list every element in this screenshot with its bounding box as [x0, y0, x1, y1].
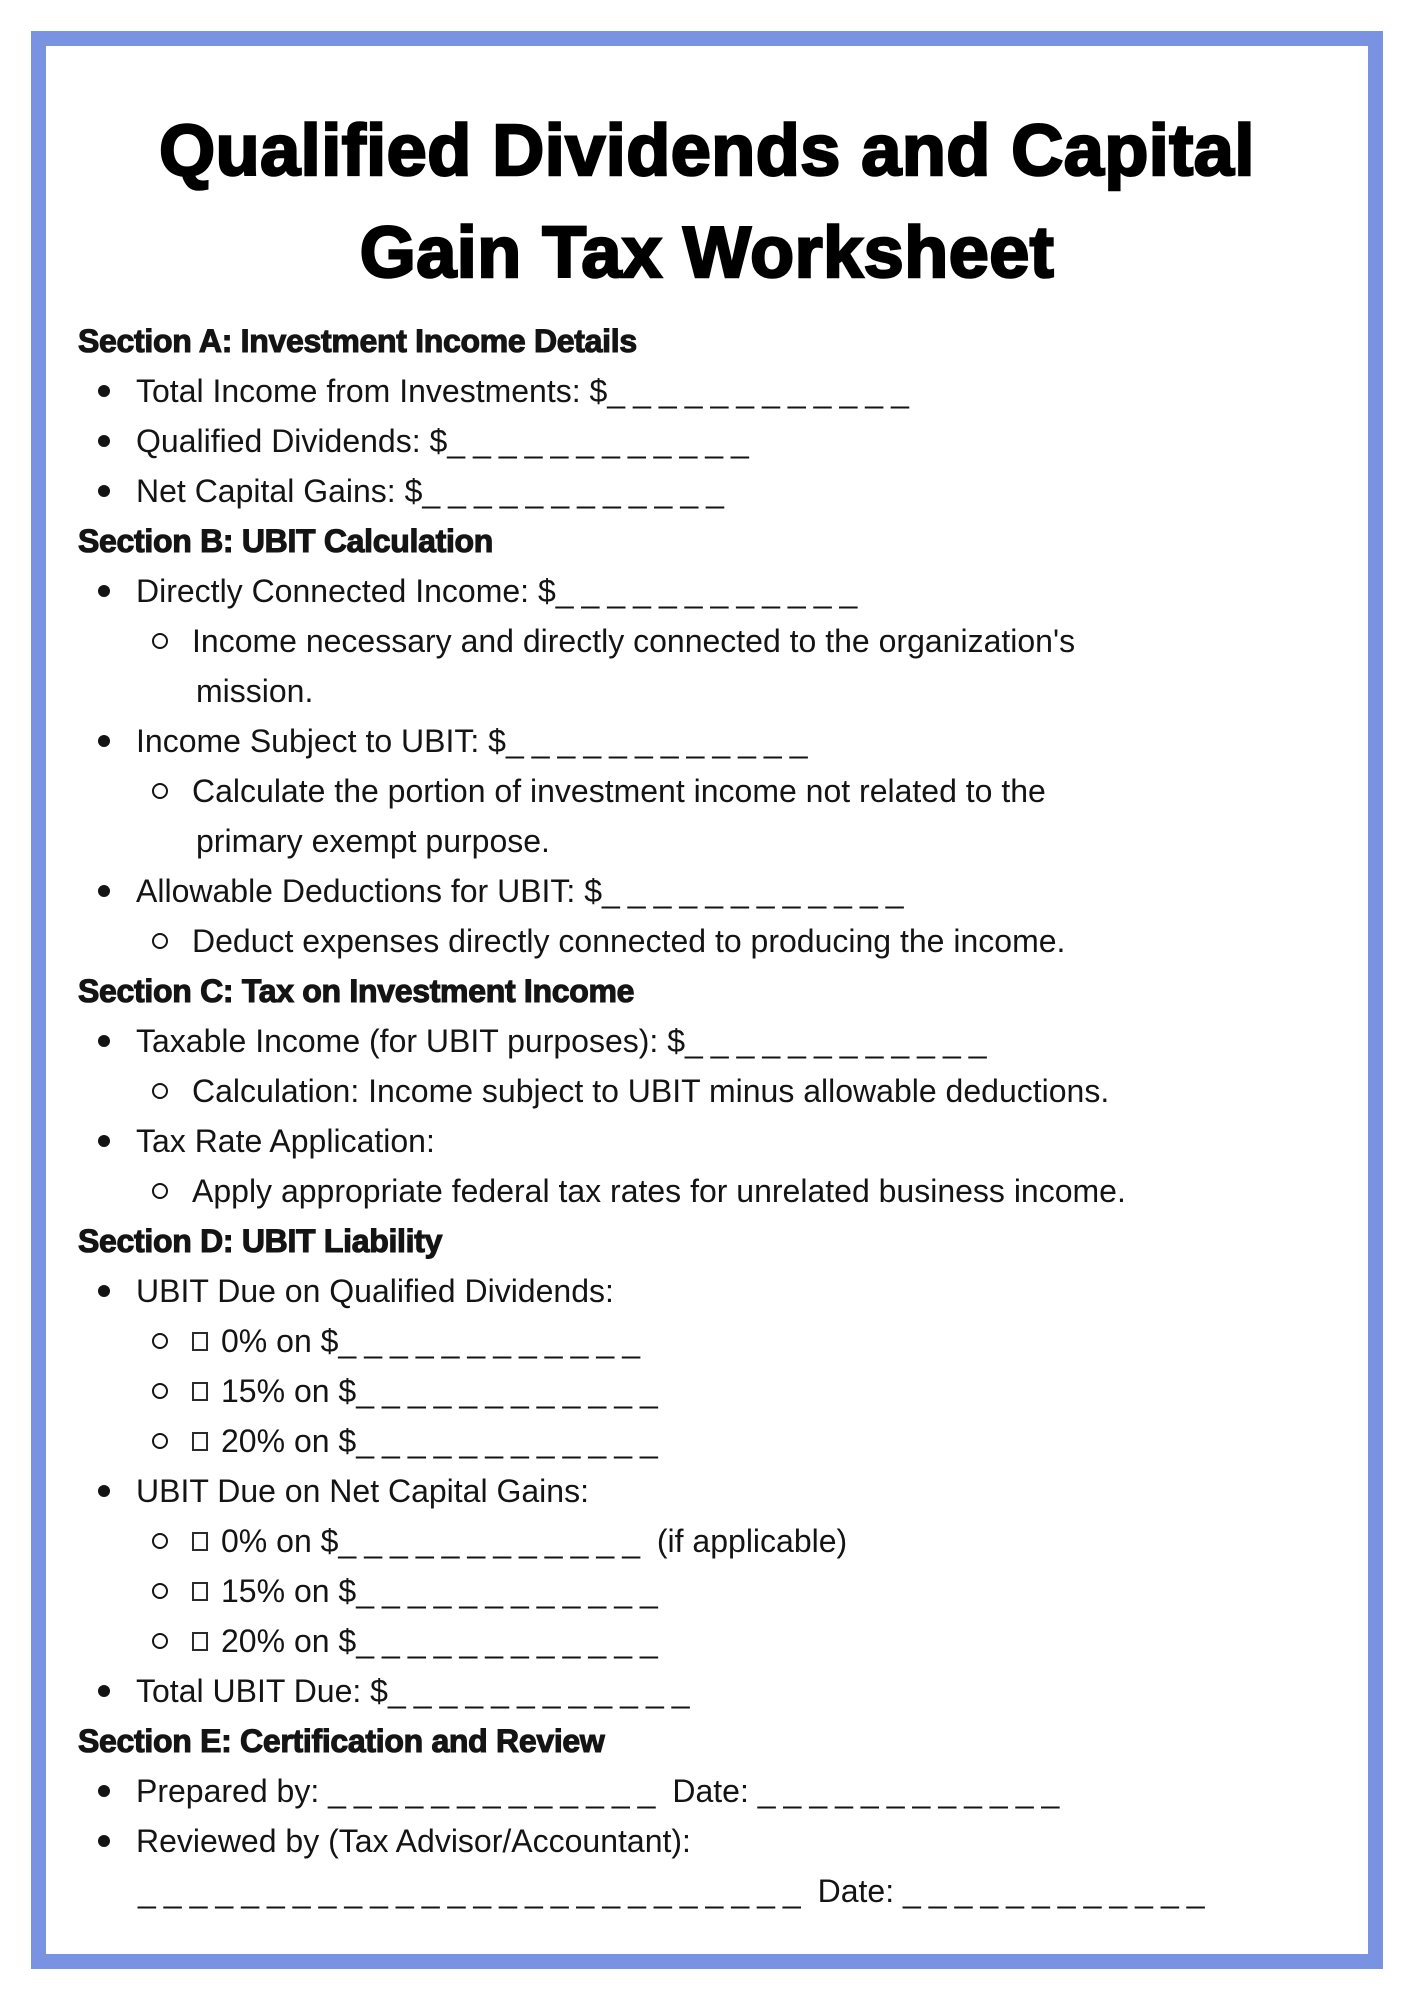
text-segment: Apply appropriate federal tax rates for unrelated business income.: [192, 1172, 1126, 1209]
sub-bullet-icon: [152, 783, 168, 799]
line-text: [192, 773, 1046, 810]
worksheet-page: [46, 46, 1368, 1950]
line-text: [192, 623, 1075, 660]
blank-field: ____________: [447, 422, 757, 459]
line-text: [136, 1023, 995, 1060]
bullet-icon: [98, 885, 110, 897]
text-segment: Calculation: Income subject to UBIT minus allowable deductions.: [192, 1072, 1110, 1109]
worksheet-line: [46, 1166, 1368, 1216]
worksheet-line: [46, 1216, 1368, 1266]
bullet-icon: [98, 1135, 110, 1147]
blank-field: ____________: [422, 472, 732, 509]
line-text: [136, 723, 816, 760]
bullet-icon: [98, 1485, 110, 1497]
worksheet-line: [46, 316, 1368, 366]
text-segment: mission.: [196, 672, 314, 709]
line-text: [192, 1173, 1126, 1210]
worksheet-line: [46, 1566, 1368, 1616]
line-text: [138, 1873, 1213, 1910]
worksheet-line: [46, 1266, 1368, 1316]
line-text: [78, 523, 493, 560]
text-segment: 0% on $: [221, 1522, 339, 1559]
bullet-icon: [98, 1035, 110, 1047]
blank-field: ____________: [387, 1672, 698, 1709]
checkbox-icon: [192, 1632, 208, 1651]
text-segment: Section C: Tax on Investment Income: [78, 972, 635, 1009]
text-segment: Total Income from Investments: $: [136, 372, 608, 409]
text-segment: Date:: [663, 1772, 758, 1809]
bullet-icon: [98, 735, 110, 747]
worksheet-line: [46, 766, 1368, 816]
line-text: [192, 1323, 648, 1360]
text-segment: Prepared by:: [136, 1772, 329, 1809]
worksheet-line: [46, 1066, 1368, 1116]
line-text: [192, 923, 1065, 960]
worksheet-line: [46, 716, 1368, 766]
worksheet-line: [46, 516, 1368, 566]
line-text: [192, 1073, 1109, 1110]
sub-bullet-icon: [152, 633, 168, 649]
line-text: [192, 1623, 666, 1660]
worksheet-title: [46, 100, 1368, 304]
text-segment: (if applicable): [647, 1522, 848, 1559]
text-segment: Net Capital Gains: $: [136, 472, 423, 509]
worksheet-line: [46, 1766, 1368, 1816]
line-text: [136, 1473, 589, 1510]
sub-bullet-icon: [152, 1433, 168, 1449]
blank-field: ____________: [684, 1022, 995, 1059]
worksheet-line: [46, 816, 1368, 866]
worksheet-line: [46, 666, 1368, 716]
worksheet-line: [46, 566, 1368, 616]
blank-field: ____________: [902, 1872, 1213, 1909]
checkbox-icon: [192, 1332, 208, 1351]
sub-bullet-icon: [152, 1633, 168, 1649]
text-segment: Tax Rate Application:: [136, 1122, 435, 1159]
worksheet-line: [46, 416, 1368, 466]
worksheet-line: [46, 1866, 1368, 1916]
line-text: [136, 373, 917, 410]
bullet-icon: [98, 1785, 110, 1797]
sub-bullet-icon: [152, 1333, 168, 1349]
text-segment: Section E: Certification and Review: [78, 1722, 605, 1759]
worksheet-line: [46, 616, 1368, 666]
line-text: [136, 1823, 691, 1860]
text-segment: Date:: [808, 1872, 903, 1909]
line-text: [192, 1373, 666, 1410]
blank-field: ____________: [356, 1622, 666, 1659]
worksheet-line: [46, 1816, 1368, 1866]
worksheet-line: [46, 1416, 1368, 1466]
line-text: [136, 473, 732, 510]
text-segment: Total UBIT Due: $: [136, 1672, 388, 1709]
worksheet-line: [46, 916, 1368, 966]
worksheet-line: [46, 1516, 1368, 1566]
text-segment: UBIT Due on Qualified Dividends:: [136, 1272, 614, 1309]
line-text: [136, 423, 757, 460]
title-line-2: Gain Tax Worksheet: [359, 213, 1055, 293]
text-segment: 20% on $: [221, 1422, 357, 1459]
text-segment: primary exempt purpose.: [196, 822, 550, 859]
worksheet-body: [46, 316, 1368, 1916]
checkbox-icon: [192, 1432, 208, 1451]
text-segment: Section D: UBIT Liability: [78, 1222, 443, 1259]
worksheet-line: [46, 1316, 1368, 1366]
bullet-icon: [98, 585, 110, 597]
blank-field: ____________: [505, 722, 816, 759]
line-text: [136, 1123, 435, 1160]
bullet-icon: [98, 1285, 110, 1297]
line-text: [136, 1773, 1067, 1810]
line-text: [192, 1573, 666, 1610]
worksheet-line: [46, 466, 1368, 516]
title-line-1: Qualified Dividends and Capital: [159, 111, 1255, 191]
worksheet-line: [46, 966, 1368, 1016]
blank-field: ____________: [356, 1572, 666, 1609]
blank-field: ____________: [757, 1772, 1068, 1809]
blank-field: _____________: [328, 1772, 664, 1809]
line-text: [78, 323, 637, 360]
worksheet-line: [46, 1666, 1368, 1716]
text-segment: Income Subject to UBIT: $: [136, 722, 506, 759]
text-segment: Allowable Deductions for UBIT: $: [136, 872, 602, 909]
line-text: [136, 873, 912, 910]
text-segment: Calculate the portion of investment income not related to the: [192, 772, 1046, 809]
text-segment: 15% on $: [221, 1572, 357, 1609]
line-text: [136, 573, 865, 610]
text-segment: 0% on $: [221, 1322, 339, 1359]
checkbox-icon: [192, 1382, 208, 1401]
text-segment: 15% on $: [221, 1372, 357, 1409]
text-segment: Taxable Income (for UBIT purposes): $: [136, 1022, 685, 1059]
worksheet-line: [46, 1116, 1368, 1166]
line-text: [78, 1723, 605, 1760]
bullet-icon: [98, 435, 110, 447]
sub-bullet-icon: [152, 933, 168, 949]
bullet-icon: [98, 1685, 110, 1697]
blank-field: ____________: [356, 1372, 666, 1409]
text-segment: Section B: UBIT Calculation: [78, 522, 494, 559]
blank-field: ____________: [602, 872, 912, 909]
sub-bullet-icon: [152, 1533, 168, 1549]
blank-field: ____________: [555, 572, 866, 609]
text-segment: Reviewed by (Tax Advisor/Accountant):: [136, 1822, 691, 1859]
bullet-icon: [98, 485, 110, 497]
blank-field: ____________: [338, 1522, 648, 1559]
worksheet-line: [46, 1466, 1368, 1516]
worksheet-line: [46, 1616, 1368, 1666]
text-segment: Deduct expenses directly connected to producing the income.: [192, 922, 1066, 959]
line-text: [136, 1673, 698, 1710]
worksheet-line: [46, 1366, 1368, 1416]
text-segment: UBIT Due on Net Capital Gains:: [136, 1472, 589, 1509]
line-text: [192, 1423, 666, 1460]
line-text: [196, 673, 313, 710]
blank-field: ____________: [356, 1422, 666, 1459]
sub-bullet-icon: [152, 1183, 168, 1199]
checkbox-icon: [192, 1582, 208, 1601]
blank-field: ____________: [607, 372, 917, 409]
text-segment: 20% on $: [221, 1622, 357, 1659]
checkbox-icon: [192, 1532, 208, 1551]
worksheet-line: [46, 366, 1368, 416]
bullet-icon: [98, 385, 110, 397]
worksheet-line: [46, 1716, 1368, 1766]
blank-field: ____________: [338, 1322, 648, 1359]
line-text: [78, 1223, 442, 1260]
text-segment: Section A: Investment Income Details: [78, 322, 637, 359]
text-segment: Qualified Dividends: $: [136, 422, 448, 459]
worksheet-line: [46, 866, 1368, 916]
bullet-icon: [98, 1835, 110, 1847]
line-text: [196, 823, 550, 860]
text-segment: Income necessary and directly connected to the organization's: [192, 622, 1076, 659]
sub-bullet-icon: [152, 1583, 168, 1599]
line-text: [192, 1523, 847, 1560]
line-text: [78, 973, 634, 1010]
blank-field: __________________________: [138, 1872, 809, 1909]
worksheet-line: [46, 1016, 1368, 1066]
sub-bullet-icon: [152, 1083, 168, 1099]
sub-bullet-icon: [152, 1383, 168, 1399]
line-text: [136, 1273, 614, 1310]
text-segment: Directly Connected Income: $: [136, 572, 556, 609]
